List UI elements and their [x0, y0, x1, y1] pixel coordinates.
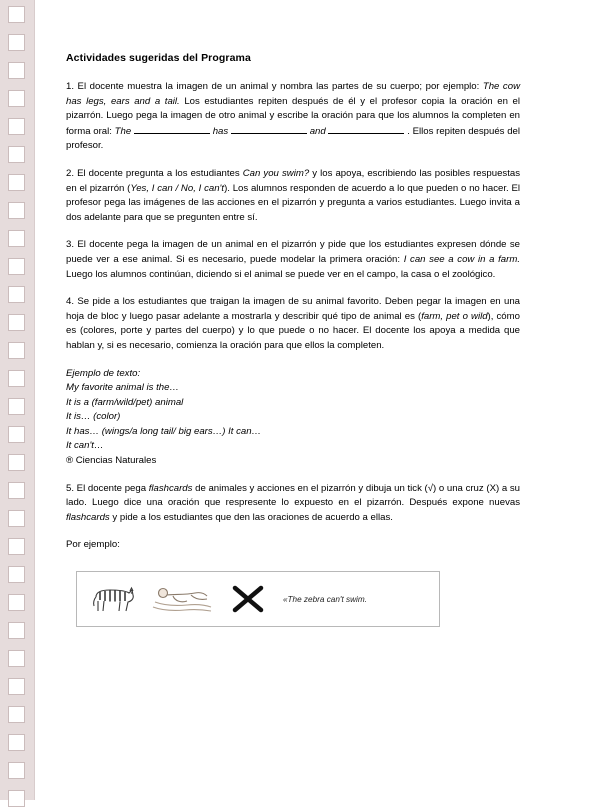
punch-hole — [8, 566, 25, 583]
punch-hole — [8, 34, 25, 51]
emphasis-text: farm, pet o wild — [421, 310, 488, 322]
paragraph-1 — [66, 80, 520, 154]
example-line: It has… (wings/a long tail/ big ears…) It can… — [66, 425, 262, 437]
fill-in-blank — [134, 124, 210, 134]
punch-hole — [8, 370, 25, 387]
punch-hole — [8, 258, 25, 275]
punch-hole — [8, 6, 25, 23]
example-figure — [76, 571, 440, 627]
punch-hole — [8, 426, 25, 443]
punch-hole — [8, 650, 25, 667]
body-text: 4. Se pide a los estudiantes que traigan la imagen de su animal favorito. Deben pegar la imagen en una hoja de bloc y luego pasar adelante a mostrarla y describir qué tipo de animal es ( — [66, 296, 520, 322]
punch-hole — [8, 62, 25, 79]
page-title: Actividades sugeridas del Programa — [66, 52, 251, 64]
body-text: ), cómo es (colores, porte y partes del cuerpo) y lo que puede o no hacer. El docente los apoya a medida que hablan y, si es necesario, comienza la oración para que ellos la completen. — [66, 310, 520, 351]
punch-hole — [8, 202, 25, 219]
example-line: It can't… — [66, 440, 104, 452]
fill-in-blank — [231, 124, 307, 134]
paragraph-5 — [66, 482, 520, 526]
example-line: My favorite animal is the… — [66, 382, 180, 394]
punch-hole — [8, 678, 25, 695]
document-content — [66, 52, 520, 627]
body-text: 3. El docente pega la imagen de un animal en el pizarrón y pide que los estudiantes expresen dónde se puede ver a ese animal. Si es necesario, puede modelar la primera oración: — [66, 239, 520, 265]
punch-hole — [8, 398, 25, 415]
punch-hole — [8, 706, 25, 723]
paragraph-2 — [66, 167, 520, 225]
punch-hole — [8, 314, 25, 331]
emphasis-text: flashcards — [66, 511, 110, 523]
body-text: Los estudiantes repiten después de él y el profesor copia la oración en el pizarrón. Luego pega la imagen de otro animal y escribe la oración para que los alumnos la completen en forma oral: — [66, 95, 520, 137]
body-text: ). Los alumnos responden de acuerdo a lo que pueden o no hacer. El profesor pega las imágenes de las acciones en el pizarrón y pregunta a varios estudiantes. Luego invita a dos adelante para que se pregunten entre sí. — [66, 182, 520, 223]
paragraph-4 — [66, 295, 520, 353]
punch-hole — [8, 538, 25, 555]
punch-hole — [8, 454, 25, 471]
punch-hole — [8, 286, 25, 303]
punch-hole — [8, 118, 25, 135]
punch-hole — [8, 510, 25, 527]
body-text: . Ellos repiten después del profesor. — [66, 125, 521, 152]
emphasis-text: has — [212, 125, 229, 137]
example-heading: Ejemplo de texto: — [66, 367, 141, 379]
figure-caption: «The zebra can't swim. — [283, 594, 367, 604]
body-text: 2. El docente pregunta a los estudiantes — [66, 167, 243, 179]
swimmer-icon — [145, 580, 219, 618]
emphasis-text: Yes, I can / No, I can't — [130, 182, 225, 194]
emphasis-text: and — [309, 125, 326, 137]
emphasis-text: flashcards — [148, 482, 193, 494]
punch-hole — [8, 146, 25, 163]
paragraph-3 — [66, 238, 520, 282]
zebra-icon — [83, 579, 145, 619]
punch-hole — [8, 90, 25, 107]
punch-hole — [8, 790, 25, 807]
emphasis-text: The cow has legs, ears and a tail. — [66, 81, 520, 107]
body-text: 1. El docente muestra la imagen de un animal y nombra las partes de su cuerpo; por ejemplo: — [66, 81, 483, 92]
cross-mark-icon — [219, 579, 277, 619]
body-text: Por ejemplo: — [66, 539, 120, 551]
punch-hole — [8, 342, 25, 359]
body-text: y pide a los estudiantes que den las oraciones de acuerdo a ellas. — [109, 511, 393, 523]
punch-hole — [8, 174, 25, 191]
body-text: 5. El docente pega — [66, 482, 149, 494]
body-text: y los apoya, escribiendo las posibles respuestas en el pizarrón ( — [66, 167, 521, 194]
body-text: Luego los alumnos continúan, diciendo si el animal se puede ver en el campo, la casa o el zoológico. — [66, 268, 496, 280]
body-text: de animales y acciones en el pizarrón y dibuja un tick (√) o una cruz (X) a su lado. Luego dice una oración que respresente lo expuesto en el pizarrón. Después expone nuevas — [66, 482, 520, 509]
emphasis-text: I can see a cow in a farm. — [403, 253, 520, 265]
page-edge-decoration — [0, 0, 35, 800]
emphasis-text: Can you swim? — [242, 167, 310, 179]
punch-hole — [8, 594, 25, 611]
punch-hole — [8, 230, 25, 247]
punch-hole — [8, 734, 25, 751]
fill-in-blank — [328, 124, 404, 134]
example-line: It is… (color) — [66, 411, 121, 423]
emphasis-text: The — [114, 125, 132, 137]
punch-hole — [8, 762, 25, 779]
paragraph-6 — [66, 538, 520, 553]
punch-hole — [8, 622, 25, 639]
example-text-block — [66, 367, 520, 469]
example-footer: ® Ciencias Naturales — [66, 455, 157, 467]
example-line: It is a (farm/wild/pet) animal — [66, 396, 184, 408]
punch-hole — [8, 482, 25, 499]
